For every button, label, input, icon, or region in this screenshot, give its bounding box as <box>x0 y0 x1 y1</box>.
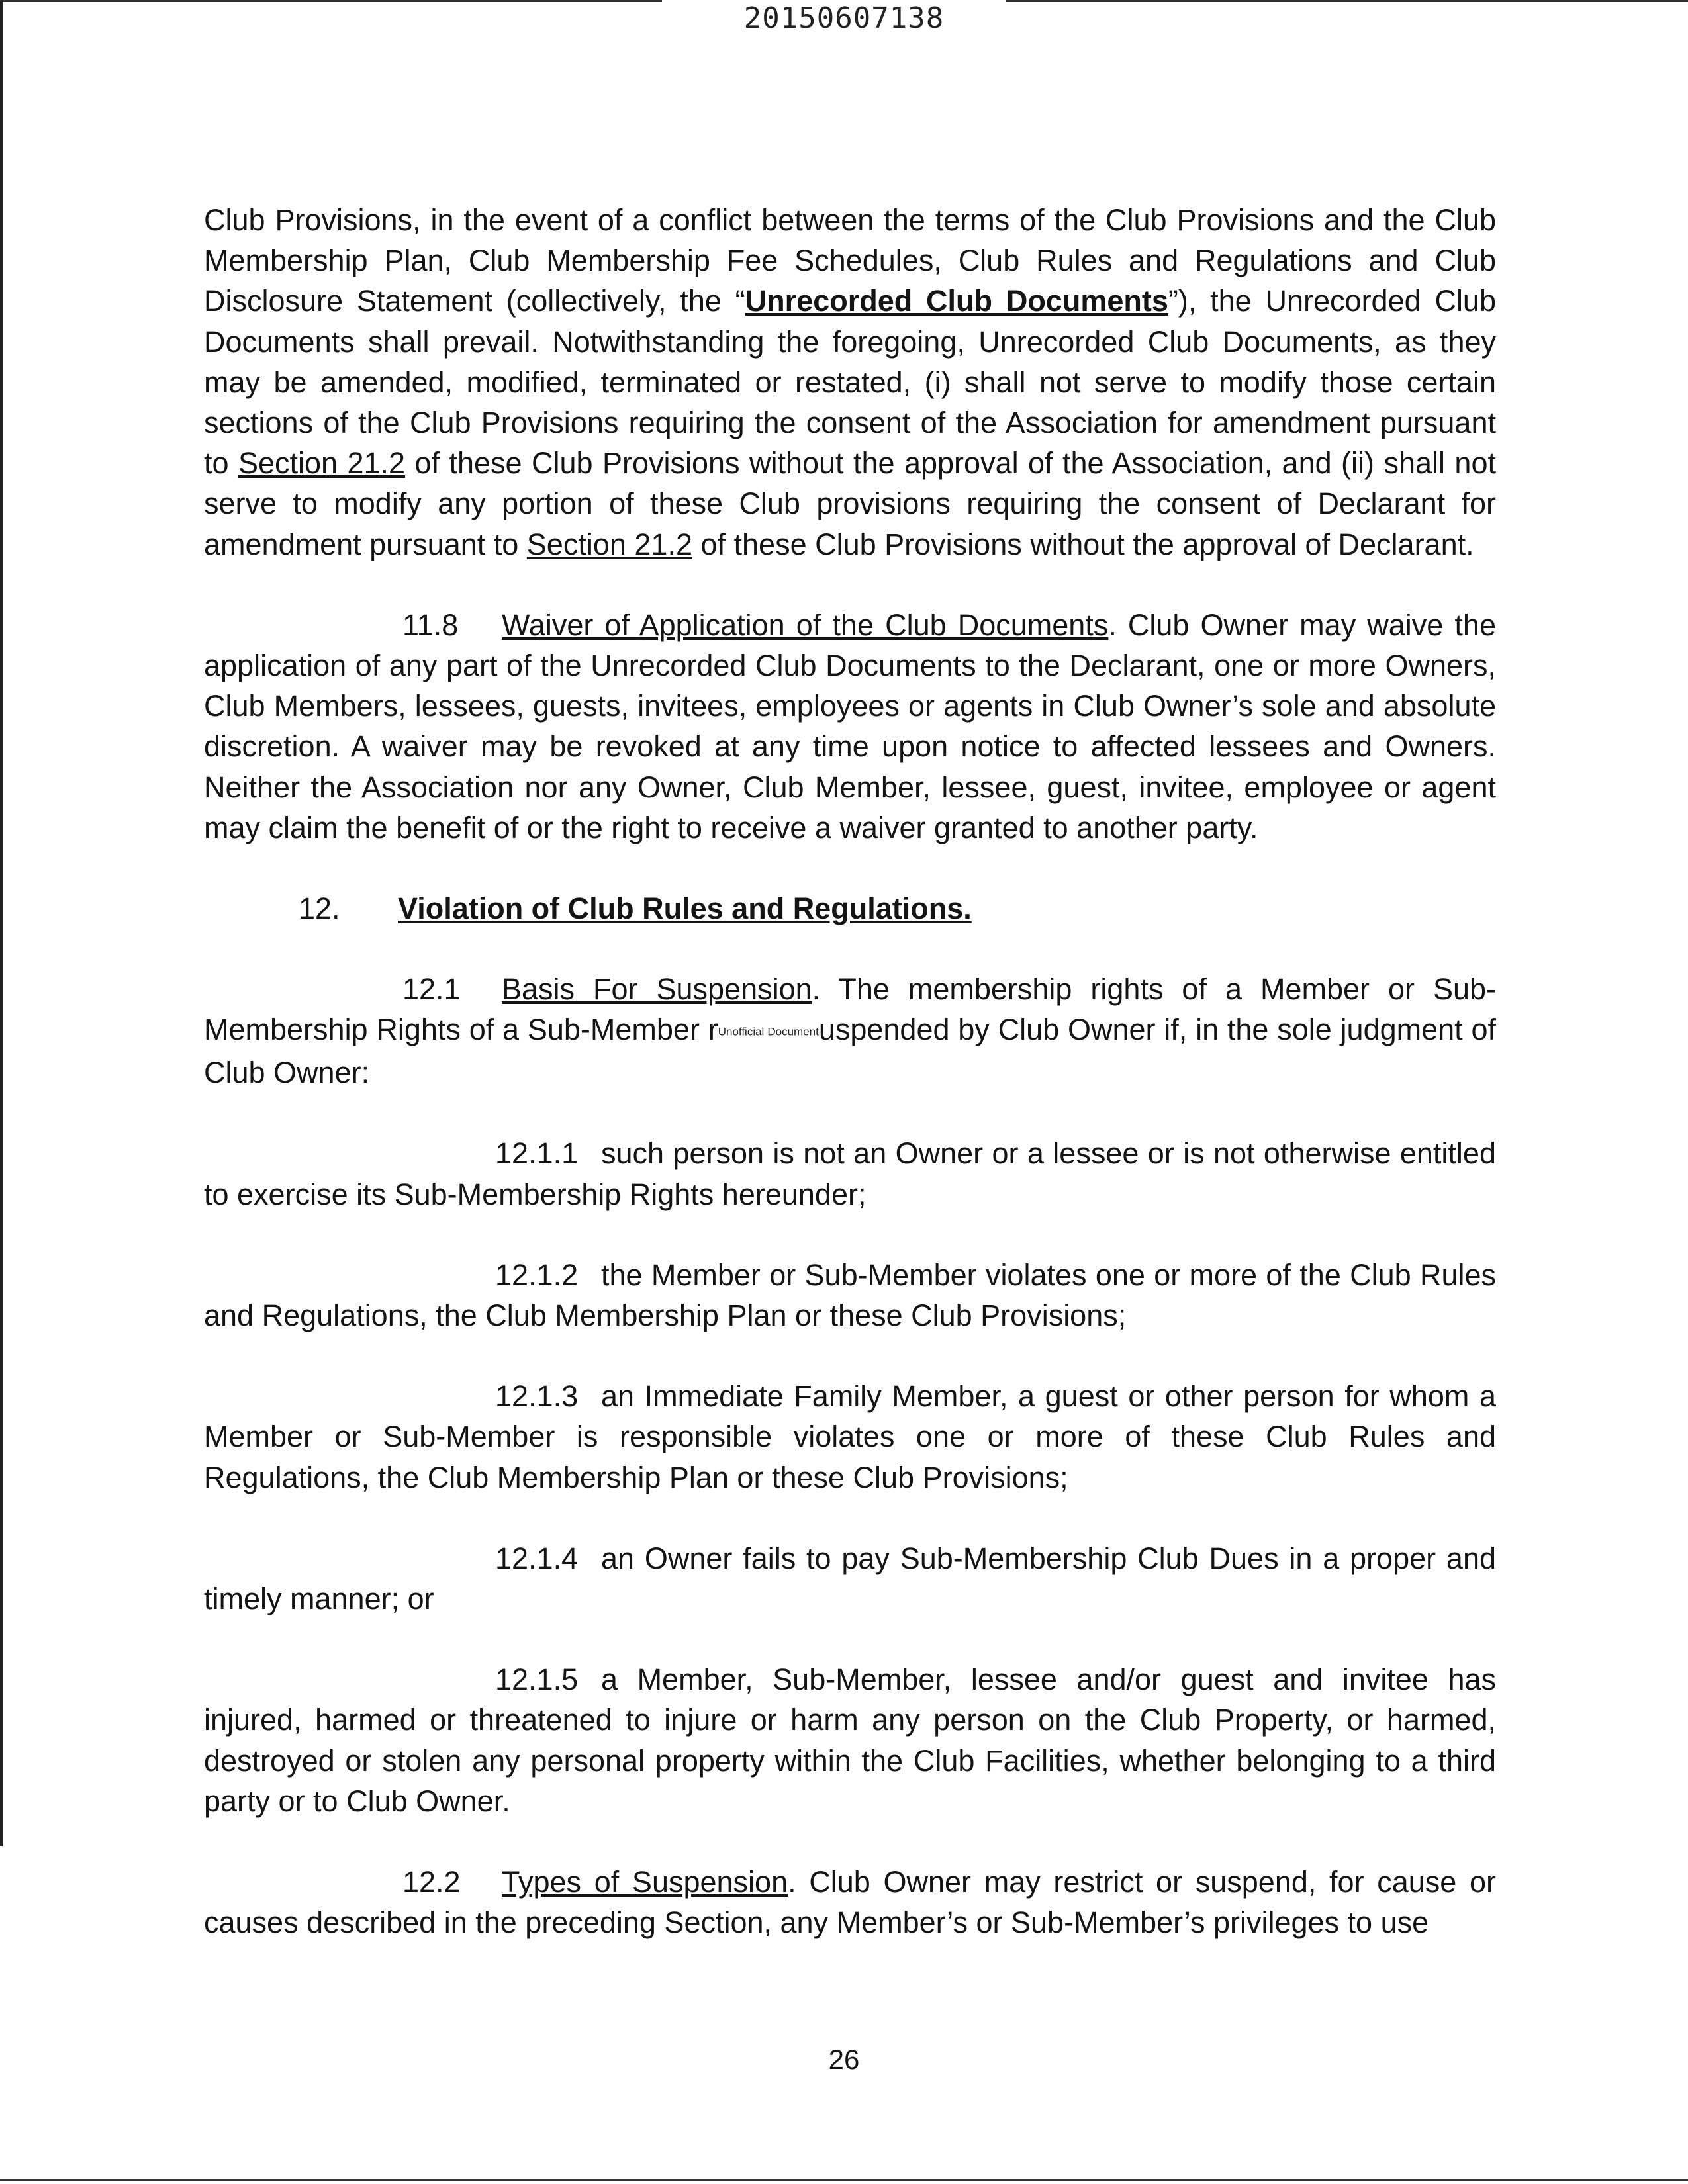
section-number: 12.2 <box>402 1865 461 1899</box>
section-number: 12.1.1 <box>495 1136 579 1171</box>
scan-border-left <box>0 0 3 1846</box>
section-number: 11.8 <box>402 608 459 642</box>
section-11-8 <box>204 605 1496 848</box>
section-number: 12.1 <box>402 972 461 1007</box>
paragraph-text: of these Club Provisions without the approval of the Association, and (ii) shall not serve to modify any portion of these Club provisions requiring the consent of Declarant for amendment pursuant to <box>204 446 1496 561</box>
page-number: 26 <box>828 2044 860 2075</box>
section-text: . The membership rights of a Member or Sub-Membership Rights of a Sub-Member r <box>204 972 1496 1047</box>
section-number: 12. <box>299 891 340 926</box>
section-12-2 <box>204 1862 1496 1942</box>
section-number: 12.1.2 <box>495 1257 579 1292</box>
section-12-1-2 <box>204 1255 1496 1336</box>
section-number: 12.1.5 <box>495 1662 579 1697</box>
section-12-1-5 <box>204 1659 1496 1821</box>
section-text: the Member or Sub-Member violates one or more of the Club Rules and Regulations, the Club Membership Plan or these Club Provisions; <box>204 1257 1496 1332</box>
section-12-1 <box>204 969 1496 1093</box>
section-reference: Section 21.2 <box>526 527 692 561</box>
section-12-heading <box>204 888 1496 929</box>
section-text: . Club Owner may restrict or suspend, for cause or causes described in the preceding Section, any Member’s or Sub-Member’s privileges to use <box>204 1865 1496 1940</box>
paragraph-text: ”), the Unrecorded Club Documents shall prevail. Notwithstanding the foregoing, Unrecorded Club Documents, as they may be amended, modified, terminated or restated, (i) shall not serve to modify those certain sections of the Club Provisions requiring the consent of the Association for amendment pursuant to <box>204 284 1496 480</box>
section-number: 12.1.3 <box>495 1379 579 1414</box>
scan-border-bottom <box>0 2179 1688 2181</box>
section-12-1-1 <box>204 1133 1496 1214</box>
section-number: 12.1.4 <box>495 1541 579 1575</box>
paragraph-text: Club Provisions, in the event of a conflict between the terms of the Club Provisions and the Club Membership Plan, Club Membership Fee Schedules, Club Rules and Regulations and Club Disclosure Statement (collectively, the “ <box>204 203 1496 318</box>
unofficial-document-stamp: Unofficial Document <box>718 1025 819 1038</box>
section-12-1-3 <box>204 1376 1496 1498</box>
section-title: Basis For Suspension <box>502 972 812 1007</box>
section-12-1-4 <box>204 1538 1496 1619</box>
paragraph-text: of these Club Provisions without the approval of Declarant. <box>692 527 1474 561</box>
section-title: Types of Suspension <box>502 1865 788 1899</box>
paragraph-unrecorded-club-documents <box>204 200 1496 565</box>
section-text: uspended by Club Owner if, in the sole judgment of Club Owner: <box>204 1013 1496 1090</box>
section-text: an Owner fails to pay Sub-Membership Club Dues in a proper and timely manner; or <box>204 1541 1496 1615</box>
defined-term: Unrecorded Club Documents <box>745 284 1168 318</box>
section-title: Violation of Club Rules and Regulations. <box>398 891 972 926</box>
section-title: Waiver of Application of the Club Documents <box>502 608 1109 642</box>
section-text: such person is not an Owner or a lessee or is not otherwise entitled to exercise its Sub-Membership Rights hereunder; <box>204 1136 1496 1211</box>
recording-number: 20150607138 <box>743 1 945 35</box>
document-body <box>204 200 1496 1942</box>
section-text: . Club Owner may waive the application of any part of the Unrecorded Club Documents to the Declarant, one or more Owners, Club Members, lessees, guests, invitees, employees or agents in Club Owner’s sole and absolute discretion. A waiver may be revoked at any time upon notice to affected lessees and Owners. Neither the Association nor any Owner, Club Member, lessee, guest, invitee, employee or agent may claim the benefit of or the right to receive a waiver granted to another party. <box>204 608 1496 844</box>
section-reference: Section 21.2 <box>238 446 406 480</box>
section-text: a Member, Sub-Member, lessee and/or guest and invitee has injured, harmed or threatened to injure or harm any person on the Club Property, or harmed, destroyed or stolen any personal property within the Club Facilities, whether belonging to a third party or to Club Owner. <box>204 1662 1496 1818</box>
section-text: an Immediate Family Member, a guest or other person for whom a Member or Sub-Member is responsible violates one or more of these Club Rules and Regulations, the Club Membership Plan or these Club Provisions; <box>204 1379 1496 1494</box>
